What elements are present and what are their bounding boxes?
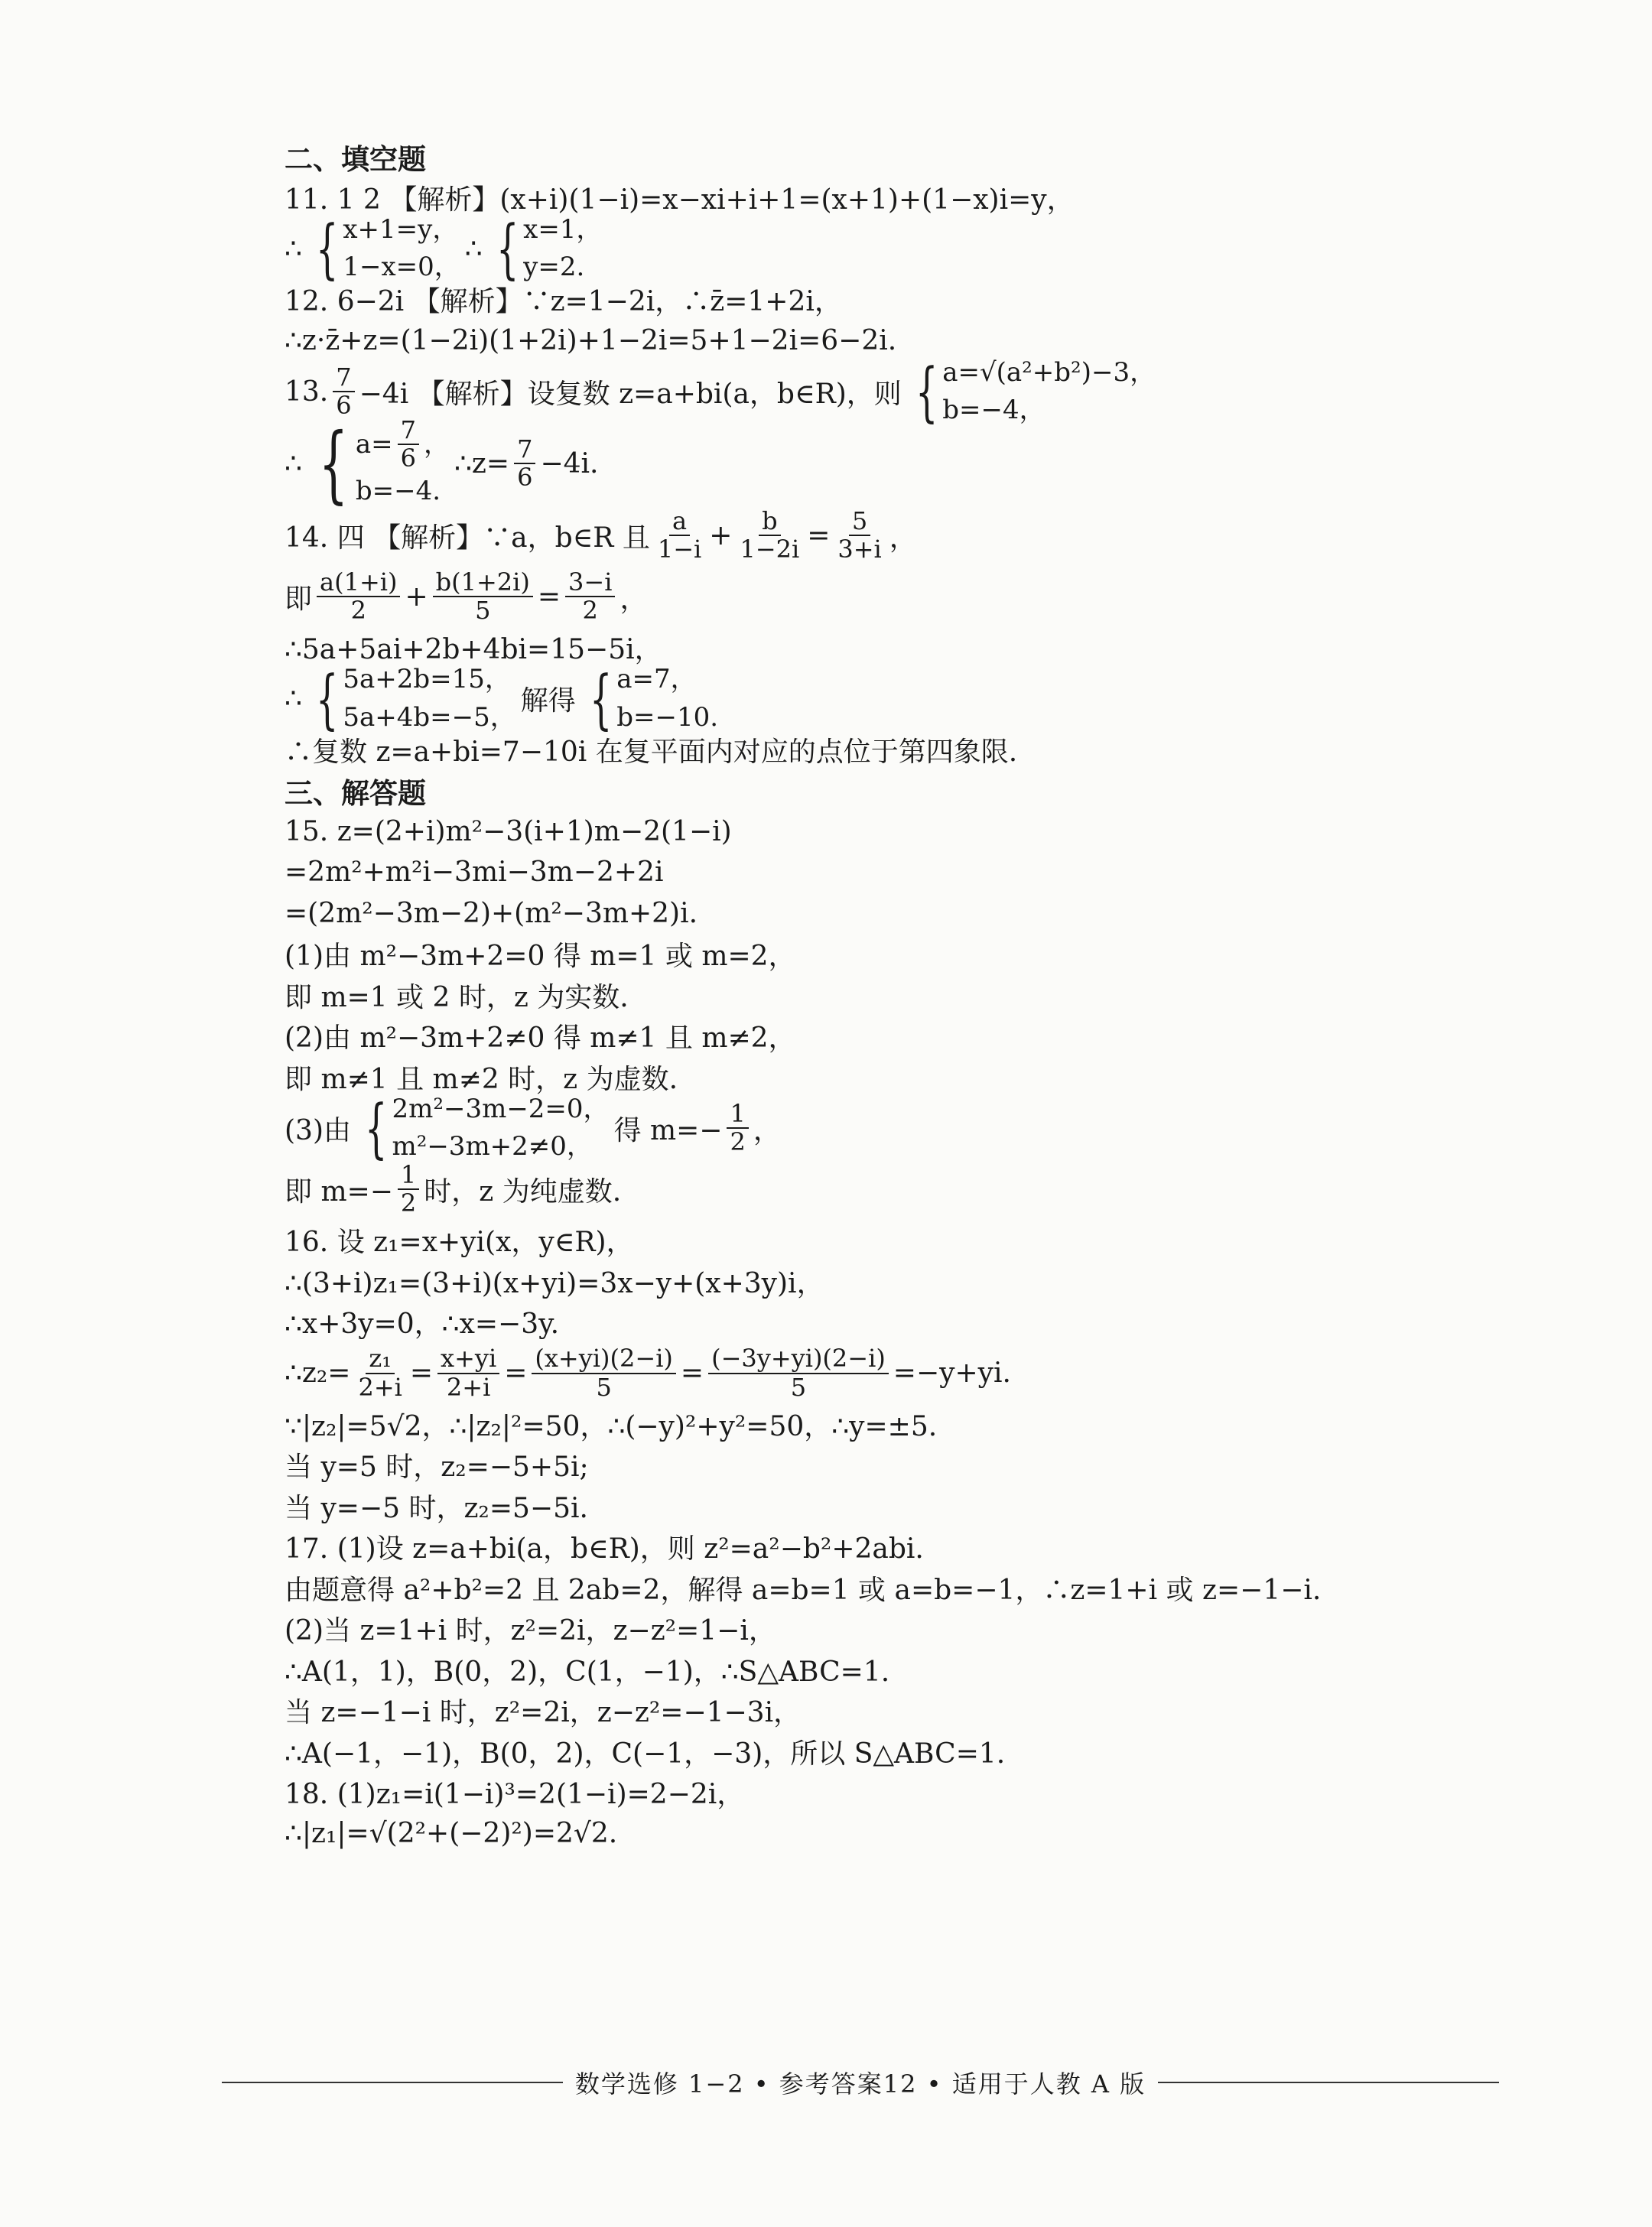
equation-system: { a= $\frac{7}{6}$ ， b=−4. [318,415,450,512]
answer-14-line-1: 14. 四 【解析】∵a，b∈R 且 $\frac{a}{1-i}$ + $\frac{b}{1-2i}$ = $\frac{5}{3+i}$ ， [285,506,917,564]
answer-15-line-7: 即 m≠1 且 m≠2 时，z 为虚数. [285,1063,678,1095]
answer-13-line-2: ∴ { a= $\frac{7}{6}$ ， b=−4. ∴z= $\frac{7}{6}$ −4i. [285,415,599,512]
fraction: $\frac{7}{6}$ [398,417,419,472]
fraction: $\frac{7}{6}$ [333,364,354,419]
equation-system: { 5a+2b=15， 5a+4b=−5， [315,661,516,736]
answer-17-line-1: 17. (1)设 z=a+bi(a，b∈R)，则 z²=a²−b²+2abi. [285,1533,924,1565]
fraction: $\frac{5}{3+i}$ [837,506,882,564]
page-footer [222,2065,1499,2100]
answer-16-line-3: ∴x+3y=0，∴x=−3y. [285,1309,560,1341]
footer-rule-right [1158,2082,1499,2083]
equation-system: { 2m²−3m−2=0， m²−3m+2≠0， [365,1091,610,1166]
fraction: $\frac{b}{1-2i}$ [740,506,800,564]
answer-17-line-2: 由题意得 a²+b²=2 且 2ab=2，解得 a=b=1 或 a=b=−1，∴z=1+i 或 z=−1−i. [285,1574,1322,1606]
fraction: $\frac{(x+yi)(2-i)}{5}$ [532,1345,676,1400]
section-heading-problems: 三、解答题 [285,776,426,810]
answer-18-line-1: 18. (1)z₁=i(1−i)³=2(1−i)=2−2i， [285,1779,745,1811]
answer-14-line-3: ∴5a+5ai+2b+4bi=15−5i， [285,634,662,666]
equation-system: { a=7， b=−10. [589,661,719,736]
fraction: $\frac{a(1+i)}{2}$ [317,569,400,624]
answer-16-line-1: 16. 设 z₁=x+yi(x，y∈R)， [285,1227,634,1259]
answer-16-line-7: 当 y=−5 时，z₂=5−5i. [285,1492,588,1524]
footer-text: 数学选修 1−2 • 参考答案12 • 适用于人教 A 版 [574,2069,1146,2099]
fraction: $\frac{b(1+2i)}{5}$ [433,569,533,624]
answer-16-line-5: ∵|z₂|=5√2，∴|z₂|²=50，∴(−y)²+y²=50，∴y=±5. [285,1410,938,1442]
fraction: $\frac{a}{1-i}$ [657,506,702,564]
fraction: $\frac{7}{6}$ [514,436,535,491]
answer-11-line-2: ∴ { x+1=y， 1−x=0， ∴ { x=1， y=2. [285,211,603,286]
answer-14-line-4: ∴ { 5a+2b=15， 5a+4b=−5， 解得 { a=7， b=−10. [285,661,719,736]
equation-system: { x+1=y， 1−x=0， [315,211,460,286]
answer-13-line-1: 13. $\frac{7}{6}$ −4i 【解析】设复数 z=a+bi(a，b∈R)，则 { a=√(a²+b²)−3， b=−4， [285,354,1156,429]
fraction: $\frac{3-i}{2}$ [565,569,615,624]
footer-rule-left [222,2082,563,2083]
answer-content [285,136,1524,1854]
section-heading-fill-in: 二、填空题 [285,142,426,176]
fraction: $\frac{x+yi}{2+i}$ [437,1345,499,1400]
answer-14-line-5: ∴复数 z=a+bi=7−10i 在复平面内对应的点位于第四象限. [285,736,1018,768]
equation-system: { x=1， y=2. [496,211,603,286]
answer-15-line-8: (3)由 { 2m²−3m−2=0， m²−3m+2≠0， 得 m=− $\frac{1}{2}$ ， [285,1091,781,1166]
fraction: $\frac{1}{2}$ [727,1100,748,1156]
answer-16-line-6: 当 y=5 时，z₂=−5+5i; [285,1452,589,1484]
answer-15-line-9: 即 m=− $\frac{1}{2}$ 时，z 为纯虚数. [285,1159,622,1218]
answer-18-line-2: ∴|z₁|=√(2²+(−2)²)=2√2. [285,1817,618,1849]
answer-17-line-5: 当 z=−1−i 时，z²=2i，z−z²=−1−3i， [285,1697,802,1729]
answer-15-line-5: 即 m=1 或 2 时，z 为实数. [285,981,629,1013]
answer-17-line-3: (2)当 z=1+i 时，z²=2i，z−z²=1−i， [285,1615,776,1647]
answer-17-line-6: ∴A(−1，−1)，B(0，2)，C(−1，−3)，所以 S△ABC=1. [285,1738,1006,1770]
fraction: $\frac{(-3y+yi)(2-i)}{5}$ [708,1345,889,1400]
answer-15-line-1: 15. z=(2+i)m²−3(i+1)m−2(1−i) [285,815,732,847]
answer-15-line-2: =2m²+m²i−3mi−3m−2+2i [285,857,664,889]
answer-15-line-4: (1)由 m²−3m+2=0 得 m=1 或 m=2， [285,941,796,973]
answer-11-line-1: 11. 1 2 【解析】(x+i)(1−i)=x−xi+i+1=(x+1)+(1−x)i=y， [285,184,1075,216]
fraction: $\frac{1}{2}$ [398,1162,419,1217]
answer-14-line-2: 即 $\frac{a(1+i)}{2}$ + $\frac{b(1+2i)}{5}$ = $\frac{3-i}{2}$ ， [285,567,648,625]
answer-15-line-3: =(2m²−3m−2)+(m²−3m+2)i. [285,897,698,929]
equation-system: { a=√(a²+b²)−3， b=−4， [915,354,1156,429]
answer-12-line-2: ∴z·z̄+z=(1−2i)(1+2i)+1−2i=5+1−2i=6−2i. [285,324,897,356]
answer-12-line-1: 12. 6−2i 【解析】∵z=1−2i，∴z̄=1+2i， [285,286,842,318]
answer-16-line-4: ∴z₂= $\frac{\text{z₁}}{2+i}$ = $\frac{x+yi}{2+i}$ = $\frac{(x+yi)(2-i)}{5}$ = $\frac{(-3y+yi)(2-i)}{5}$ =−y+yi. [285,1344,1011,1402]
answer-17-line-4: ∴A(1，1)，B(0，2)，C(1，−1)，∴S△ABC=1. [285,1656,890,1688]
fraction: $\frac{\text{z₁}}{2+i}$ [358,1344,402,1402]
answer-16-line-2: ∴(3+i)z₁=(3+i)(x+yi)=3x−y+(x+3y)i， [285,1267,824,1299]
answer-15-line-6: (2)由 m²−3m+2≠0 得 m≠1 且 m≠2， [285,1022,796,1055]
